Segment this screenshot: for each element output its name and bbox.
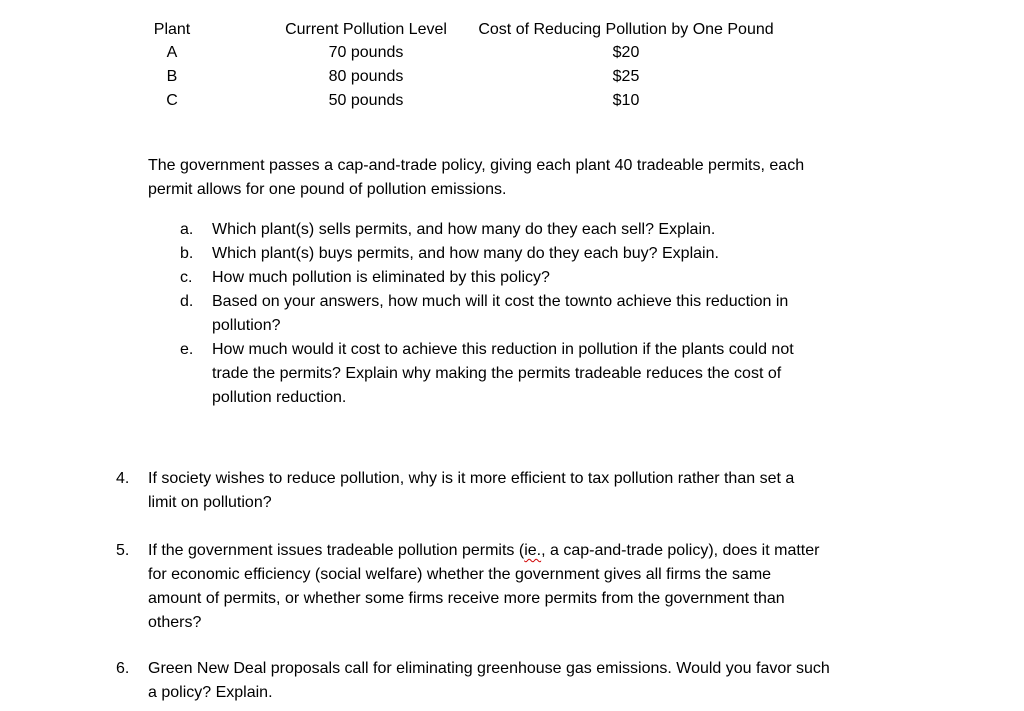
subquestion-label: a.	[180, 221, 194, 238]
question-line: If society wishes to reduce pollution, why is it more efficient to tax pollution rather than set a	[148, 470, 795, 487]
table-header-level: Current Pollution Level	[285, 21, 447, 38]
table-header-plant: Plant	[153, 21, 191, 38]
subquestion-text	[212, 338, 794, 410]
question-line: for economic efficiency (social welfare) whether the government gives all firms the same	[148, 566, 772, 583]
subquestion-line: Based on your answers, how much will it cost the townto achieve this reduction in	[212, 293, 789, 310]
question-line: a policy? Explain.	[148, 684, 273, 701]
subquestion-label: d.	[180, 293, 194, 310]
table-cell-cost: $20	[612, 44, 640, 61]
subquestion-line: pollution?	[212, 317, 281, 334]
subquestion-line: pollution reduction.	[212, 389, 347, 406]
table-cell-cost: $25	[612, 68, 640, 85]
table-cell-plant: A	[166, 44, 178, 61]
question-line: Green New Deal proposals call for eliminating greenhouse gas emissions. Would you favor such	[148, 660, 830, 677]
question-line: amount of permits, or whether some firms receive more permits from the government than	[148, 590, 785, 607]
question-text	[148, 467, 794, 515]
question-line: others?	[148, 614, 202, 631]
table-cell-plant: B	[166, 68, 178, 85]
question-line: limit on pollution?	[148, 494, 272, 511]
subquestion-label: b.	[180, 245, 194, 262]
table-cell-cost: $10	[612, 92, 640, 109]
spellcheck-underline[interactable]: ie.	[524, 542, 542, 559]
question-number: 4.	[116, 470, 130, 487]
subquestion-text	[212, 218, 715, 242]
table-cell-plant: C	[166, 92, 178, 109]
intro-line: permit allows for one pound of pollution emissions.	[148, 181, 507, 198]
question-text	[148, 539, 819, 635]
table-cell-level: 70 pounds	[328, 44, 404, 61]
question-number: 5.	[116, 542, 130, 559]
subquestion-label: c.	[180, 269, 193, 286]
question-text	[148, 657, 830, 705]
question-line-part: , a cap-and-trade policy), does it matter	[541, 542, 820, 559]
subquestion-line: Which plant(s) sells permits, and how many do they each sell? Explain.	[212, 221, 716, 238]
question-line-part: If the government issues tradeable pollution permits (	[148, 542, 525, 559]
subquestion-text	[212, 242, 719, 266]
subquestion-text	[212, 266, 550, 290]
intro-line: The government passes a cap-and-trade policy, giving each plant 40 tradeable permits, each	[148, 157, 805, 174]
question-line	[148, 539, 819, 563]
subquestion-text	[212, 290, 788, 338]
subquestion-line: trade the permits? Explain why making the permits tradeable reduces the cost of	[212, 365, 782, 382]
table-cell-level: 50 pounds	[328, 92, 404, 109]
question-number: 6.	[116, 660, 130, 677]
intro-paragraph	[148, 154, 804, 202]
subquestion-line: How much pollution is eliminated by this policy?	[212, 269, 550, 286]
subquestion-line: Which plant(s) buys permits, and how many do they each buy? Explain.	[212, 245, 719, 262]
table-cell-level: 80 pounds	[328, 68, 404, 85]
table-header-cost: Cost of Reducing Pollution by One Pound	[478, 21, 774, 38]
subquestion-line: How much would it cost to achieve this reduction in pollution if the plants could not	[212, 341, 794, 358]
subquestion-label: e.	[180, 341, 194, 358]
